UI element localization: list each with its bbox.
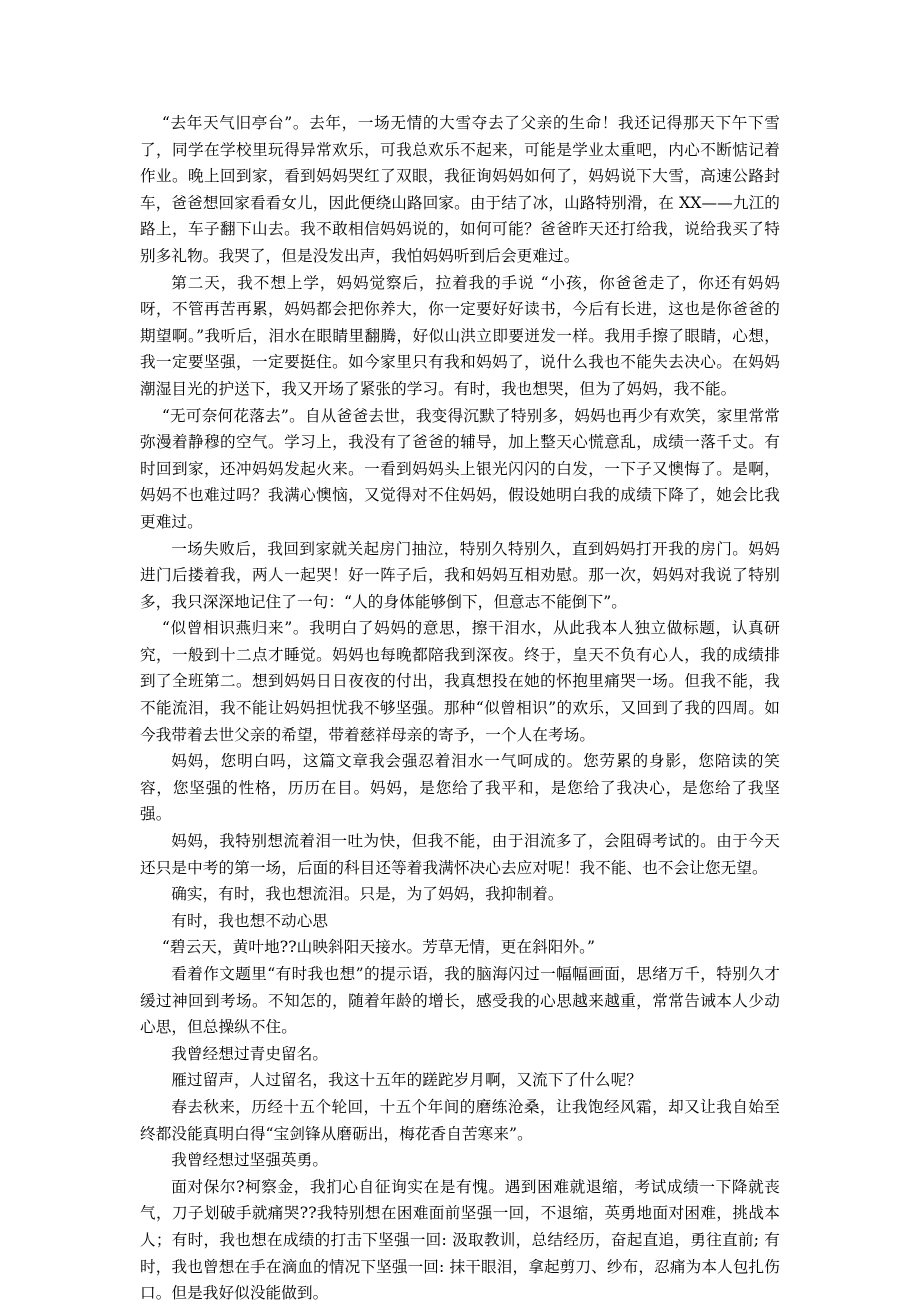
- paragraph: 面对保尔?柯察金，我扪心自征询实在是有愧。遇到困难就退缩，考试成绩一下降就丧气，刀子划破手就痛哭??我特别想在困难面前坚强一回，不退缩，英勇地面对困难，挑战本人；有时，我也想在成绩的打击下坚强一回: 汲取教训，总结经历，奋起直追，勇往直前; 有时，我也曾想在手在滴血的情况下坚强一回: 抹干眼泪，拿起剪刀、纱布，忍痛为本人包扎伤口。但是我好似没能做到。: [140, 1177, 780, 1303]
- paragraph: 看着作文题里“有时我也想”的提示语，我的脑海闪过一幅幅画面，思绪万千，特别久才缓过神回到考场。不知怎的，随着年龄的增长，感受我的心思越来越重，常常告诫本人少动心思，但总操纵不住。: [140, 965, 780, 1037]
- paragraph: 第二天，我不想上学，妈妈觉察后，拉着我的手说 “小孩，你爸爸走了，你还有妈妈呀，不管再苦再累，妈妈都会把你养大，你一定要好好读书，今后有长进，这也是你爸爸的期望啊。”我听后，泪水在眼睛里翻腾，好似山洪立即要迸发一样。我用手擦了眼睛，心想，我一定要坚强，一定要挺住。如今家里只有我和妈妈了，说什么我也不能失去决心。在妈妈潮湿目光的护送下，我又开场了紧张的学习。有时，我也想哭，但为了妈妈，我不能。: [140, 273, 780, 398]
- paragraph: 妈妈，您明白吗，这篇文章我会强忍着泪水一气呵成的。您劳累的身影，您陪读的笑容，您坚强的性格，历历在目。妈妈，是您给了我平和，是您给了我决心，是您给了我坚强。: [140, 752, 780, 824]
- document-body: [140, 110, 780, 1307]
- paragraph: “似曾相识燕归来”。我明白了妈妈的意思，擦干泪水，从此我本人独立做标题，认真研究，一般到十二点才睡觉。妈妈也每晚都陪我到深夜。终于，皇天不负有心人，我的成绩排到了全班第二。想到妈妈日日夜夜的付出，我真想投在她的怀抱里痛哭一场。但我不能，我不能流泪，我不能让妈妈担忧我不够坚强。那种“似曾相识”的欢乐，又回到了我的四周。如今我带着去世父亲的希望，带着慈祥母亲的寄予，一个人在考场。: [140, 619, 780, 744]
- paragraph: 有时，我也想不动心思: [171, 911, 329, 930]
- paragraph: 春去秋来，历经十五个轮回，十五个年间的磨练沧桑，让我饱经风霜，却又让我自始至终都没能真明白得“宝剑锋从磨砺出，梅花香自苦寒来”。: [140, 1097, 780, 1143]
- paragraph: “去年天气旧亭台”。去年，一场无情的大雪夺去了父亲的生命！我还记得那天下午下雪了，同学在学校里玩得异常欢乐，可我总欢乐不起来，可能是学业太重吧，内心不断惦记着作业。晚上回到家，看到妈妈哭红了双眼，我征询妈妈如何了，妈妈说下大雪，高速公路封车，爸爸想回家看看女儿，因此便绕山路回家。由于结了冰，山路特别滑，在 XX——九江的路上，车子翻下山去。我不敢相信妈妈说的，如何可能？爸爸昨天还打给我，说给我买了特别多礼物。我哭了，但是没发出声，我怕妈妈听到后会更难过。: [140, 114, 780, 265]
- paragraph: 确实，有时，我也想流泪。只是，为了妈妈，我抑制着。: [171, 885, 564, 904]
- paragraph: “碧云天，黄叶地??山映斜阳天接水。芳草无情，更在斜阳外。”: [161, 938, 596, 957]
- paragraph: 雁过留声，人过留名，我这十五年的蹉跎岁月啊，又流下了什么呢？: [171, 1071, 643, 1090]
- paragraph: “无可奈何花落去”。自从爸爸去世，我变得沉默了特别多，妈妈也再少有欢笑，家里常常弥漫着静穆的空气。学习上，我没有了爸爸的辅导，加上整天心慌意乱，成绩一落千丈。有时回到家，还冲妈妈发起火来。一看到妈妈头上银光闪闪的白发，一下子又懊悔了。是啊，妈妈不也难过吗？我满心懊恼，又觉得对不住妈妈，假设她明白我的成绩下降了，她会比我更难过。: [140, 406, 780, 531]
- paragraph: 我曾经想过坚强英勇。: [171, 1151, 329, 1170]
- paragraph: 我曾经想过青史留名。: [171, 1044, 329, 1063]
- paragraph: 妈妈，我特别想流着泪一吐为快，但我不能，由于泪流多了，会阻碍考试的。由于今天还只是中考的第一场，后面的科目还等着我满怀决心去应对呢！我不能、也不会让您无望。: [140, 832, 780, 877]
- paragraph: 一场失败后，我回到家就关起房门抽泣，特别久特别久，直到妈妈打开我的房门。妈妈进门后搂着我，两人一起哭！好一阵子后，我和妈妈互相劝慰。那一次，妈妈对我说了特别多，我只深深地记住了一句：“人的身体能够倒下，但意志不能倒下”。: [140, 539, 780, 611]
